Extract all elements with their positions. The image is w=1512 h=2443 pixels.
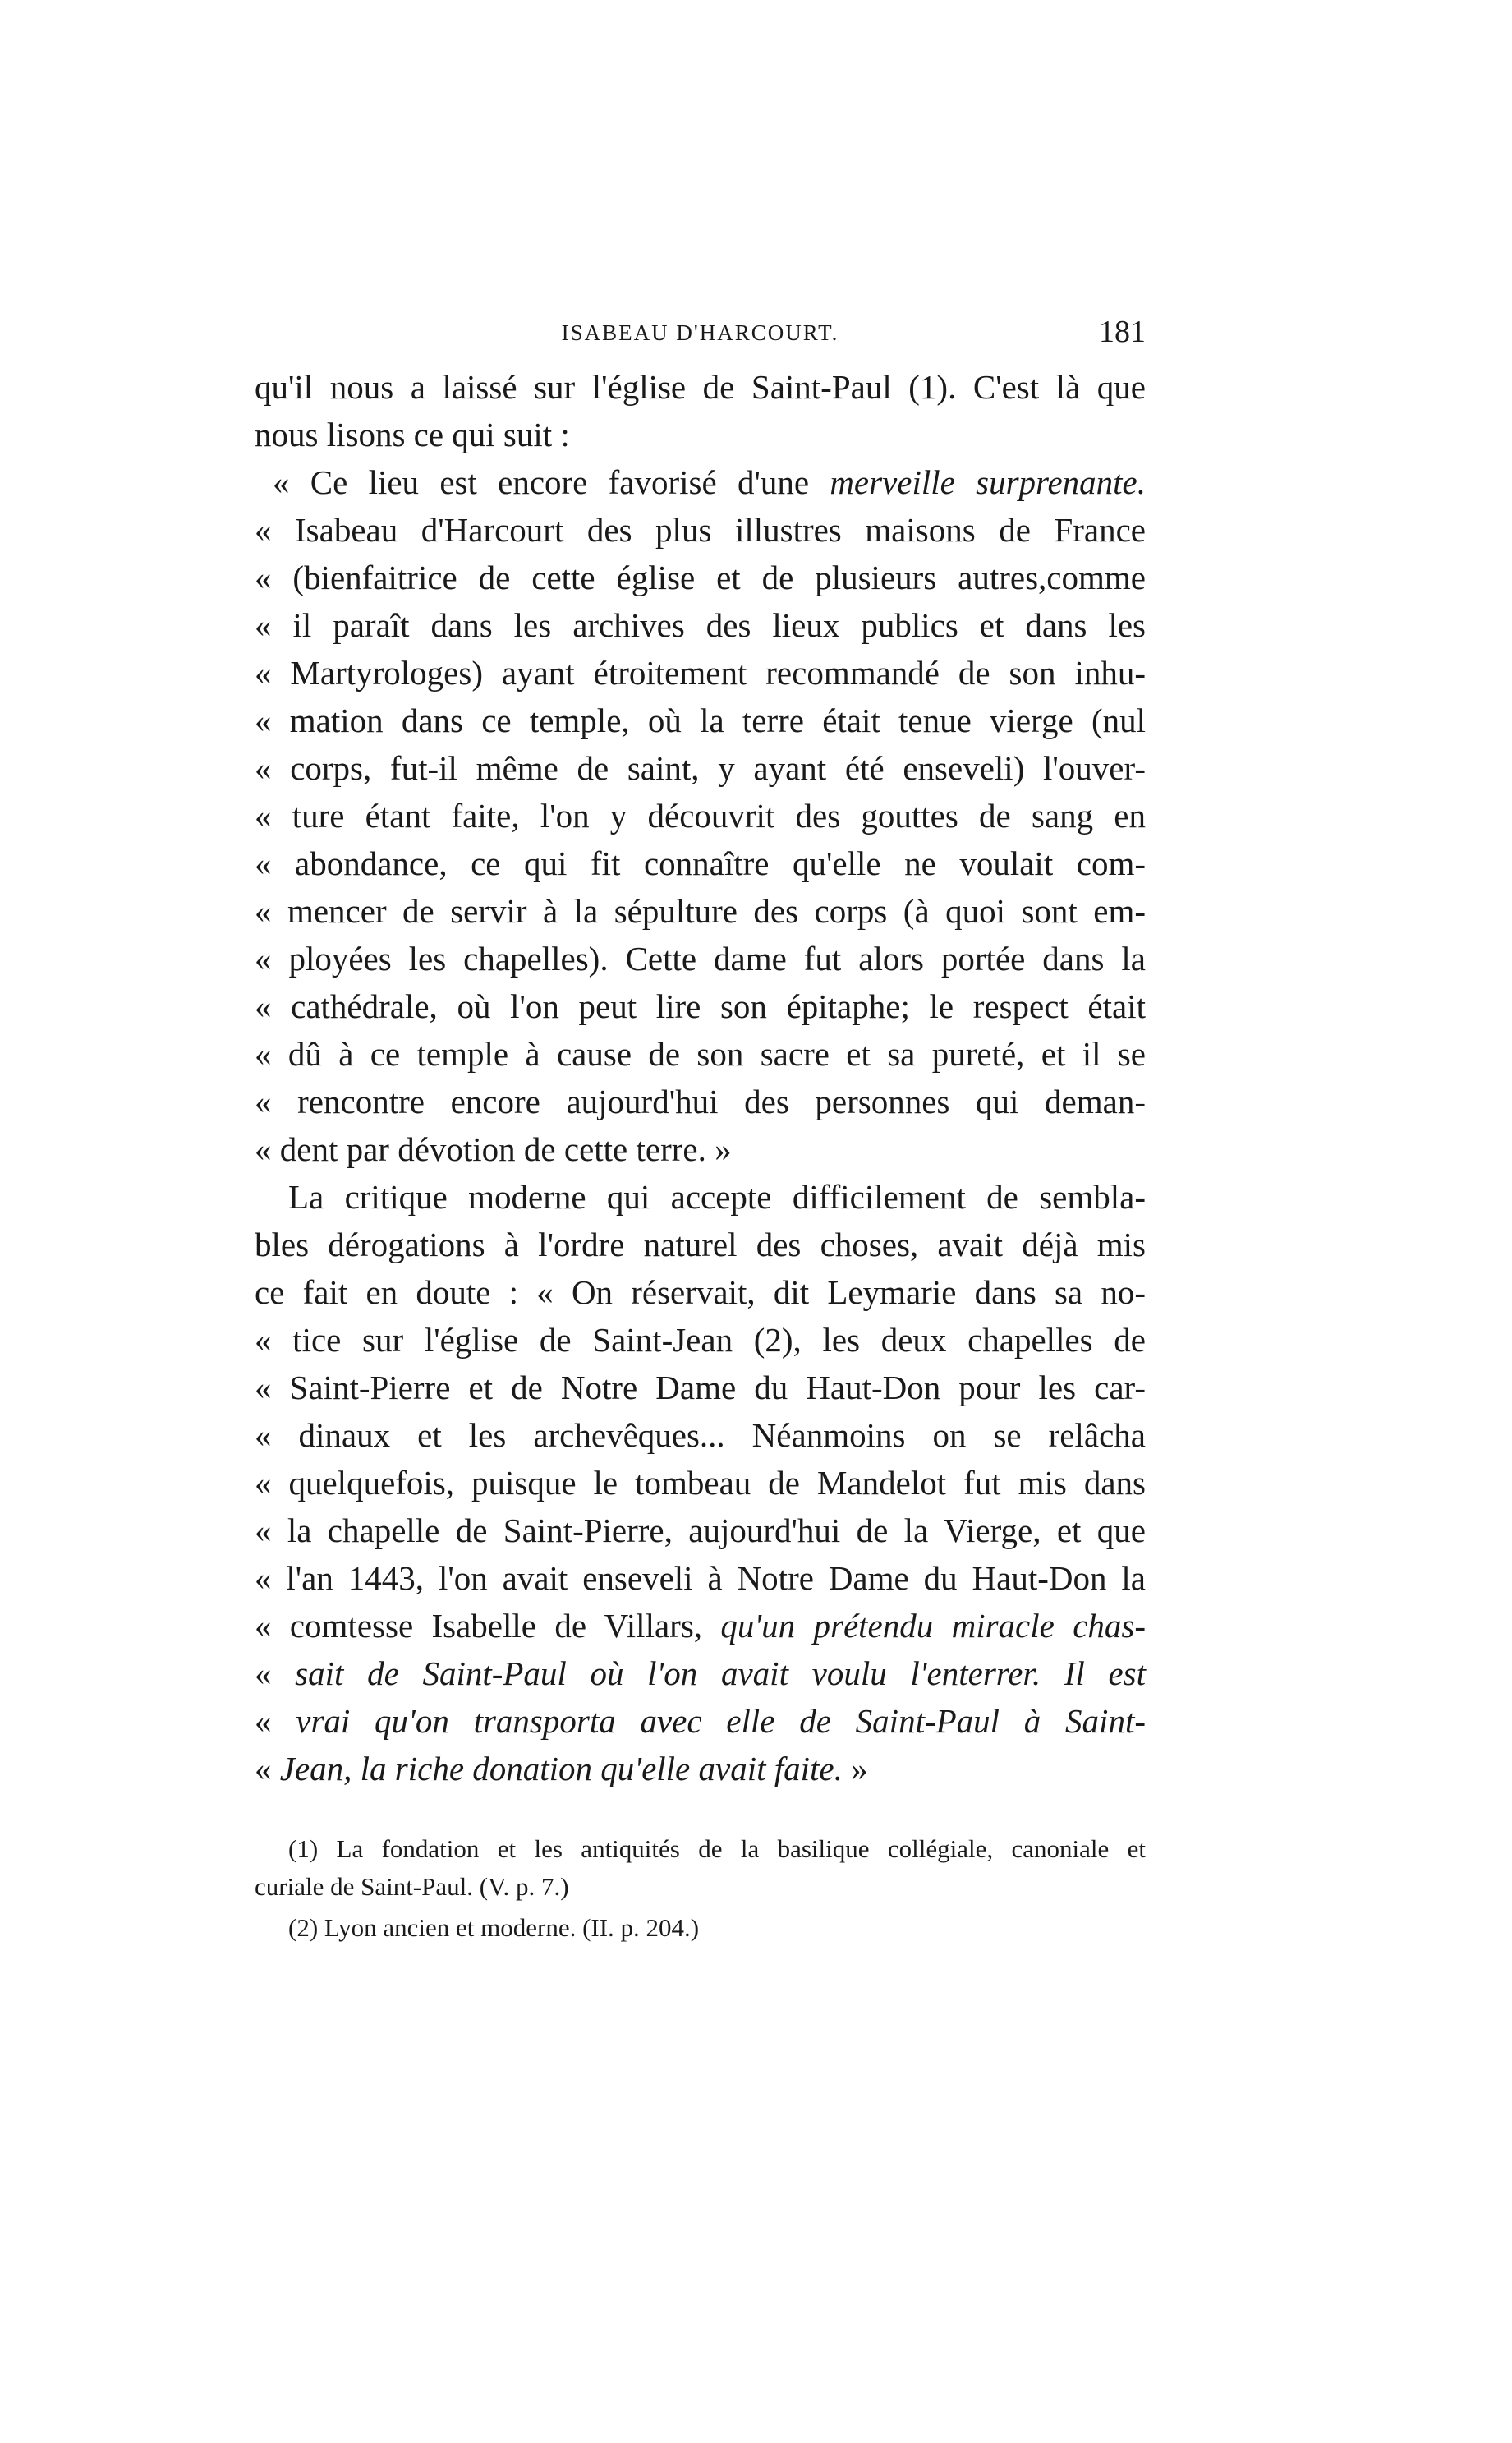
text-segment: ce fait en doute : « On réservait, dit Leymarie dans sa no- [255, 1273, 1146, 1311]
text-segment: « Saint-Pierre et de Notre Dame du Haut-Don pour les car- [255, 1369, 1146, 1406]
text-segment: « comtesse Isabelle de Villars, [255, 1607, 721, 1645]
text-line [255, 1649, 1146, 1697]
text-line [255, 982, 1146, 1030]
text-line [255, 601, 1146, 649]
footnote-text: curiale de Saint-Paul. (V. p. 7.) [255, 1872, 569, 1901]
text-segment: « l'an 1443, l'on avait enseveli à Notre Dame du Haut-Don la [255, 1559, 1146, 1597]
text-line [255, 792, 1146, 840]
footnote-text: (2) Lyon ancien et moderne. (II. p. 204.) [288, 1913, 700, 1942]
text-line [255, 1459, 1146, 1507]
text-line [255, 1078, 1146, 1125]
italic-text: vrai qu'on transporta avec elle de Saint-Paul à Saint- [296, 1702, 1146, 1740]
text-segment: « dinaux et les archevêques... Néanmoins on se relâcha [255, 1416, 1146, 1454]
text-segment: « [255, 1702, 296, 1740]
text-line [255, 1268, 1146, 1316]
italic-text: sait de Saint-Paul où l'on avait voulu l'enterrer. Il est [295, 1654, 1146, 1692]
italic-text: merveille surprenante. [830, 463, 1146, 501]
footnote-text: (1) La fondation et les antiquités de la basilique collégiale, canoniale et [288, 1834, 1146, 1863]
text-segment: bles dérogations à l'ordre naturel des choses, avait déjà mis [255, 1226, 1146, 1263]
text-line [255, 458, 1146, 506]
text-line [255, 1173, 1146, 1221]
text-line [255, 363, 1146, 411]
text-segment: « mencer de servir à la sépulture des corps (à quoi sont em- [255, 892, 1146, 930]
italic-text: Jean, la riche donation qu'elle avait faite. [279, 1750, 843, 1787]
text-segment: » [842, 1750, 868, 1787]
footnote-line [255, 1868, 1146, 1906]
text-line [255, 744, 1146, 792]
text-segment: « (bienfaitrice de cette église et de plusieurs autres,comme [255, 559, 1146, 596]
text-line [255, 1602, 1146, 1649]
text-line [255, 935, 1146, 982]
text-line [255, 887, 1146, 935]
text-line [255, 1554, 1146, 1602]
text-segment: « tice sur l'église de Saint-Jean (2), les deux chapelles de [255, 1321, 1146, 1359]
text-line [255, 649, 1146, 697]
text-segment: « la chapelle de Saint-Pierre, aujourd'hui de la Vierge, et que [255, 1511, 1146, 1549]
body-text [255, 363, 1146, 1792]
text-segment: « quelquefois, puisque le tombeau de Mandelot fut mis dans [255, 1464, 1146, 1502]
text-segment: qu'il nous a laissé sur l'église de Saint-Paul (1). C'est là que [255, 368, 1146, 406]
text-segment: « [255, 1750, 280, 1787]
text-segment: « ployées les chapelles). Cette dame fut alors portée dans la [255, 940, 1146, 978]
text-line [255, 411, 1146, 458]
text-segment: « dû à ce temple à cause de son sacre et sa pureté, et il se [255, 1035, 1146, 1073]
text-segment: « abondance, ce qui fit connaître qu'elle ne voulait com- [255, 844, 1146, 882]
text-line [255, 697, 1146, 744]
text-line [255, 1125, 1146, 1173]
text-line [255, 1316, 1146, 1364]
text-line [255, 1364, 1146, 1411]
footnotes [255, 1830, 1146, 1947]
text-line [255, 1697, 1146, 1745]
text-segment: « dent par dévotion de cette terre. » [255, 1130, 732, 1168]
text-segment: « ture étant faite, l'on y découvrit des gouttes de sang en [255, 797, 1146, 835]
text-segment: « [255, 1654, 296, 1692]
text-segment: « corps, fut-il même de saint, y ayant été enseveli) l'ouver- [255, 749, 1146, 787]
running-header [255, 314, 1146, 352]
italic-text: qu'un prétendu miracle chas- [720, 1607, 1146, 1645]
page-number: 181 [1099, 315, 1146, 349]
text-segment: « cathédrale, où l'on peut lire son épitaphe; le respect était [255, 987, 1146, 1025]
text-line [255, 506, 1146, 554]
running-title: ISABEAU D'HARCOURT. [561, 320, 839, 345]
text-line [255, 840, 1146, 887]
text-line [255, 554, 1146, 601]
text-segment: La critique moderne qui accepte difficilement de sembla- [288, 1178, 1146, 1216]
text-line [255, 1221, 1146, 1268]
text-segment: « il paraît dans les archives des lieux publics et dans les [255, 606, 1146, 644]
text-line [255, 1030, 1146, 1078]
text-segment: « Isabeau d'Harcourt des plus illustres maisons de France [255, 511, 1146, 549]
footnote-line [255, 1830, 1146, 1868]
footnote-line [255, 1909, 1146, 1947]
text-segment: « mation dans ce temple, où la terre était tenue vierge (nul [255, 702, 1146, 739]
text-line [255, 1745, 1146, 1792]
text-line [255, 1411, 1146, 1459]
text-segment: « Ce lieu est encore favorisé d'une [273, 463, 830, 501]
text-segment: nous lisons ce qui suit : [255, 416, 570, 453]
text-segment: « rencontre encore aujourd'hui des personnes qui deman- [255, 1083, 1146, 1120]
text-segment: « Martyrologes) ayant étroitement recommandé de son inhu- [255, 654, 1146, 692]
text-line [255, 1507, 1146, 1554]
